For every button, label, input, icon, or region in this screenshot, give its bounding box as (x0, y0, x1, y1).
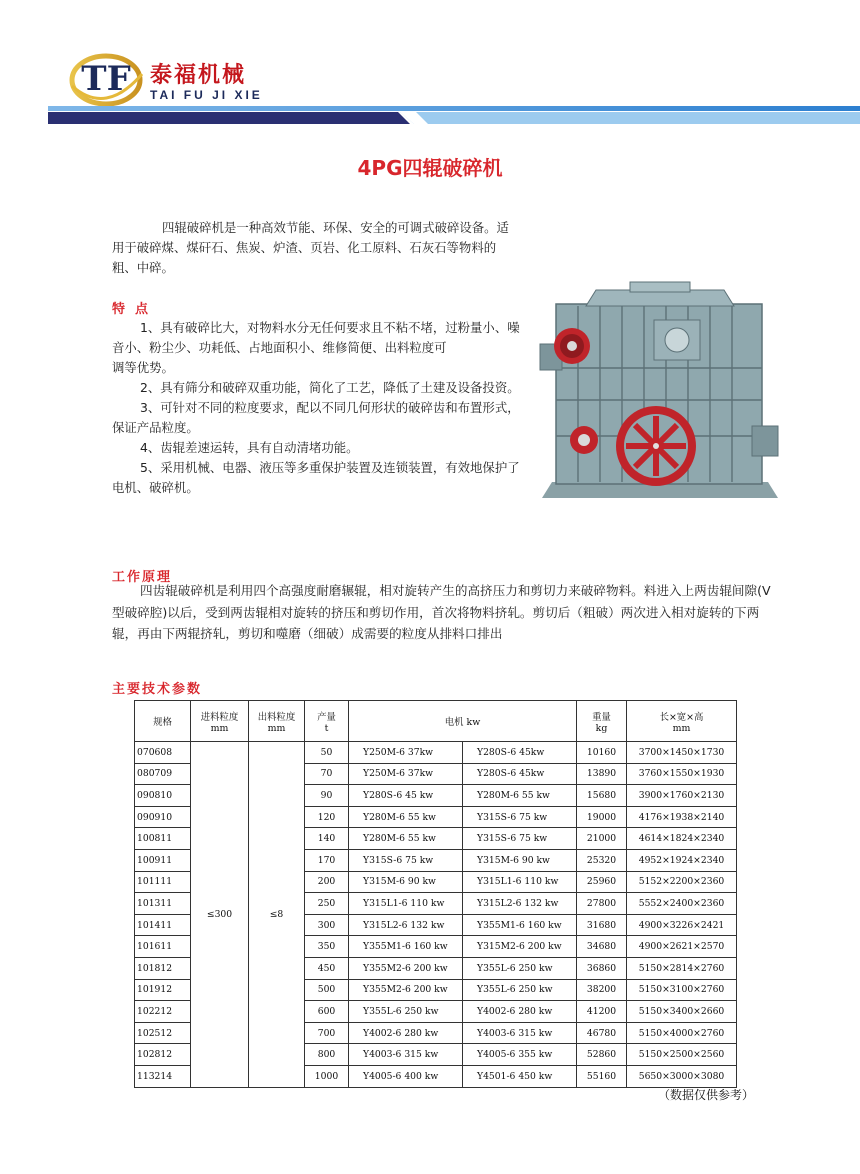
cell-weight: 55160 (577, 1065, 627, 1087)
cell-dimensions: 5150×2814×2760 (627, 957, 737, 979)
cell-motor-1: Y315S-6 75 kw (349, 849, 463, 871)
cell-model: 101812 (135, 957, 191, 979)
cell-model: 102812 (135, 1044, 191, 1066)
col-motor: 电机 kw (349, 701, 577, 742)
cell-model: 102512 (135, 1022, 191, 1044)
specs-heading: 主要技术参数 (112, 682, 203, 697)
cell-capacity: 250 (305, 893, 349, 915)
cell-dimensions: 5150×3400×2660 (627, 1001, 737, 1023)
cell-capacity: 700 (305, 1022, 349, 1044)
cell-motor-1: Y4005-6 400 kw (349, 1065, 463, 1087)
feature-item: 3、可针对不同的粒度要求，配以不同几何形状的破碎齿和布置形式，保证产品粒度。 (112, 400, 520, 435)
cell-dimensions: 4952×1924×2340 (627, 849, 737, 871)
cell-capacity: 70 (305, 763, 349, 785)
cell-capacity: 50 (305, 742, 349, 764)
cell-dimensions: 4176×1938×2140 (627, 806, 737, 828)
cell-capacity: 120 (305, 806, 349, 828)
principle-heading: 工作原理 (112, 570, 173, 585)
cell-weight: 31680 (577, 914, 627, 936)
cell-weight: 34680 (577, 936, 627, 958)
cell-motor-2: Y355L-6 250 kw (463, 979, 577, 1001)
cell-motor-2: Y315L2-6 132 kw (463, 893, 577, 915)
cell-model: 101111 (135, 871, 191, 893)
cell-model: 101912 (135, 979, 191, 1001)
cell-motor-1: Y355M2-6 200 kw (349, 979, 463, 1001)
cell-model: 100911 (135, 849, 191, 871)
cell-motor-2: Y315M-6 90 kw (463, 849, 577, 871)
feature-item: 2、具有筛分和破碎双重功能，简化了工艺，降低了土建及设备投资。 (140, 380, 520, 395)
cell-motor-1: Y250M-6 37kw (349, 742, 463, 764)
feature-item: 1、具有破碎比大，对物料水分无任何要求且不粘不堵，过粉量小、噪音小、粉尘少、功耗低、占地面积小、维修简便、出料粒度可 (112, 320, 520, 355)
col-discharge-size: 出料粒度 mm (249, 701, 305, 742)
cell-weight: 15680 (577, 785, 627, 807)
cell-model: 070608 (135, 742, 191, 764)
cell-dimensions: 4900×3226×2421 (627, 914, 737, 936)
cell-motor-2: Y280S-6 45kw (463, 742, 577, 764)
cell-capacity: 450 (305, 957, 349, 979)
cell-model: 113214 (135, 1065, 191, 1087)
intro-paragraph: 四辊破碎机是一种高效节能、环保、安全的可调式破碎设备。适用于破碎煤、煤矸石、焦炭、炉渣、页岩、化工原料、石灰石等物料的粗、中碎。 (112, 220, 509, 275)
cell-dimensions: 5552×2400×2360 (627, 893, 737, 915)
cell-model: 090910 (135, 806, 191, 828)
cell-capacity: 600 (305, 1001, 349, 1023)
cell-model: 101611 (135, 936, 191, 958)
cell-capacity: 800 (305, 1044, 349, 1066)
cell-capacity: 90 (305, 785, 349, 807)
cell-model: 080709 (135, 763, 191, 785)
cell-motor-1: Y315M-6 90 kw (349, 871, 463, 893)
cell-dimensions: 3700×1450×1730 (627, 742, 737, 764)
cell-motor-1: Y4002-6 280 kw (349, 1022, 463, 1044)
logo-letters: TF (81, 59, 131, 99)
crusher-machine-image (538, 276, 782, 508)
cell-motor-2: Y315S-6 75 kw (463, 806, 577, 828)
cell-motor-2: Y280S-6 45kw (463, 763, 577, 785)
cell-capacity: 170 (305, 849, 349, 871)
col-feed-size: 进料粒度 mm (191, 701, 249, 742)
cell-dimensions: 5150×3100×2760 (627, 979, 737, 1001)
cell-motor-1: Y280M-6 55 kw (349, 828, 463, 850)
cell-weight: 38200 (577, 979, 627, 1001)
cell-motor-1: Y280M-6 55 kw (349, 806, 463, 828)
cell-weight: 13890 (577, 763, 627, 785)
cell-motor-1: Y250M-6 37kw (349, 763, 463, 785)
cell-weight: 25960 (577, 871, 627, 893)
cell-model: 101311 (135, 893, 191, 915)
cell-motor-2: Y355L-6 250 kw (463, 957, 577, 979)
cell-motor-2: Y315L1-6 110 kw (463, 871, 577, 893)
cell-capacity: 200 (305, 871, 349, 893)
col-capacity: 产量 t (305, 701, 349, 742)
cell-weight: 25320 (577, 849, 627, 871)
cell-motor-1: Y315L1-6 110 kw (349, 893, 463, 915)
page-title: 4PG四辊破碎机 (357, 156, 503, 180)
cell-feed-size: ≤300 (191, 742, 249, 1088)
cell-dimensions: 4614×1824×2340 (627, 828, 737, 850)
spec-table (134, 700, 737, 1088)
cell-capacity: 140 (305, 828, 349, 850)
cell-dimensions: 5150×4000×2760 (627, 1022, 737, 1044)
cell-weight: 10160 (577, 742, 627, 764)
col-model: 规格 (135, 701, 191, 742)
cell-motor-2: Y315M2-6 200 kw (463, 936, 577, 958)
cell-motor-2: Y355M1-6 160 kw (463, 914, 577, 936)
cell-discharge-size: ≤8 (249, 742, 305, 1088)
cell-capacity: 1000 (305, 1065, 349, 1087)
col-dimensions: 长×宽×高 mm (627, 701, 737, 742)
feature-item: 5、采用机械、电器、液压等多重保护装置及连锁装置，有效地保护了电机、破碎机。 (112, 460, 520, 495)
cell-dimensions: 5152×2200×2360 (627, 871, 737, 893)
brand-name-en: TAI FU JI XIE (150, 88, 263, 102)
cell-capacity: 500 (305, 979, 349, 1001)
cell-dimensions: 3760×1550×1930 (627, 763, 737, 785)
table-row (135, 742, 737, 764)
cell-motor-1: Y315L2-6 132 kw (349, 914, 463, 936)
cell-weight: 52860 (577, 1044, 627, 1066)
cell-motor-1: Y355M1-6 160 kw (349, 936, 463, 958)
cell-model: 090810 (135, 785, 191, 807)
cell-model: 100811 (135, 828, 191, 850)
cell-motor-2: Y4005-6 355 kw (463, 1044, 577, 1066)
cell-motor-1: Y355M2-6 200 kw (349, 957, 463, 979)
header-stripe (48, 106, 860, 124)
cell-motor-2: Y4002-6 280 kw (463, 1001, 577, 1023)
cell-motor-2: Y4501-6 450 kw (463, 1065, 577, 1087)
features-heading: 特点 (112, 302, 159, 317)
brand-name-cn: 泰福机械 (150, 63, 247, 88)
cell-motor-2: Y4003-6 315 kw (463, 1022, 577, 1044)
cell-weight: 19000 (577, 806, 627, 828)
cell-model: 102212 (135, 1001, 191, 1023)
cell-dimensions: 5650×3000×3080 (627, 1065, 737, 1087)
cell-capacity: 300 (305, 914, 349, 936)
cell-motor-2: Y315S-6 75 kw (463, 828, 577, 850)
cell-weight: 36860 (577, 957, 627, 979)
features-list (112, 318, 524, 498)
cell-dimensions: 3900×1760×2130 (627, 785, 737, 807)
cell-motor-1: Y4003-6 315 kw (349, 1044, 463, 1066)
cell-weight: 27800 (577, 893, 627, 915)
table-header-row (135, 701, 737, 742)
cell-weight: 46780 (577, 1022, 627, 1044)
feature-item: 4、齿辊差速运转，具有自动清堵功能。 (140, 440, 359, 455)
cell-dimensions: 4900×2621×2570 (627, 936, 737, 958)
footnote: （数据仅供参考） (658, 1088, 755, 1102)
cell-weight: 21000 (577, 828, 627, 850)
cell-capacity: 350 (305, 936, 349, 958)
cell-motor-1: Y280S-6 45 kw (349, 785, 463, 807)
cell-motor-2: Y280M-6 55 kw (463, 785, 577, 807)
col-weight: 重量 kg (577, 701, 627, 742)
company-logo (66, 46, 146, 108)
cell-weight: 41200 (577, 1001, 627, 1023)
principle-paragraph: 四齿辊破碎机是利用四个高强度耐磨辗辊，相对旋转产生的高挤压力和剪切力来破碎物料。料进入上两齿辊间隙(V型破碎腔)以后，受到两齿辊相对旋转的挤压和剪切作用，首次将物料挤轧。剪切后（粗破）两次进入相对旋转的下两辊，再由下两辊挤轧，剪切和噬磨（细破）成需要的粒度从排料口排出 (112, 583, 771, 641)
cell-motor-1: Y355L-6 250 kw (349, 1001, 463, 1023)
cell-dimensions: 5150×2500×2560 (627, 1044, 737, 1066)
cell-model: 101411 (135, 914, 191, 936)
feature-item: 调等优势。 (112, 360, 174, 375)
